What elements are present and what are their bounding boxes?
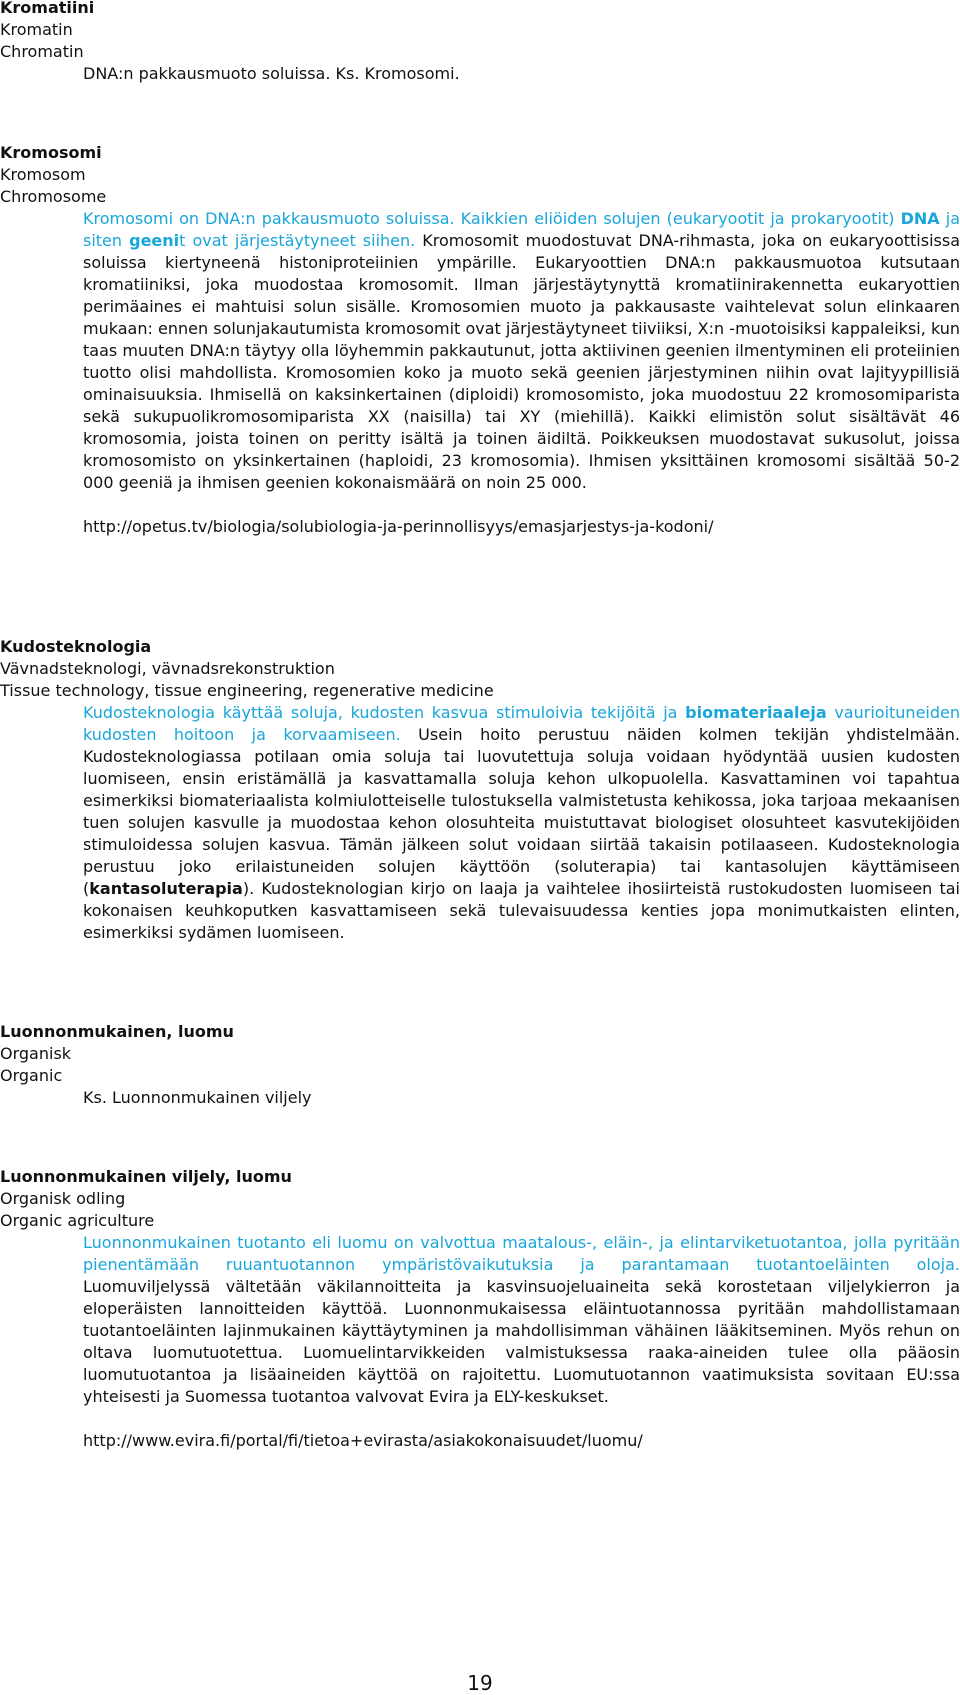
- entry-heading: Luonnonmukainen viljely, luomu: [0, 1167, 292, 1186]
- entry-definition: [83, 1232, 960, 1408]
- english-term: Tissue technology, tissue engineering, regenerative medicine: [0, 681, 494, 700]
- entry-heading: Luonnonmukainen, luomu: [0, 1022, 234, 1041]
- english-term: Organic agriculture: [0, 1211, 155, 1230]
- linked-term-geeni[interactable]: geeni: [129, 231, 180, 250]
- definition-text: Usein hoito perustuu näiden kolmen tekijän yhdistelmään. Kudosteknologiassa potilaan omia soluja tai luovutettuja soluja voidaan hyödyntää uusien kudosten luomiseen, ensin eristämällä ja kasvattamalla soluja kehon ulkopuolella. Kasvattaminen voi tapahtua esimerkiksi biomateriaalista kolmiulotteiselle tulostuksella valmistetusta kehikossa, joka tarjoaa mekaanisen tuen solujen kasvulle ja muodostaa kehon olosuhteita muistuttavat biologiset olosuhteet kasvutekijöiden stimuloidessa solujen kasvua. Tämän jälkeen solut voidaan siirtää takaisin potilaaseen. Kudosteknologia perustuu joko erilaistuneiden solujen käyttöön (soluterapia) tai kantasolujen käyttämiseen (: [83, 725, 960, 898]
- entry-heading: Kromosomi: [0, 143, 102, 162]
- glossary-entry-kromosomi: [0, 142, 960, 538]
- reference-link[interactable]: http://www.evira.fi/portal/fi/tietoa+evirasta/asiakokonaisuudet/luomu/: [83, 1431, 643, 1450]
- highlighted-definition: Kudosteknologia käyttää soluja, kudosten kasvua stimuloivia tekijöitä ja: [83, 703, 686, 722]
- reference-link[interactable]: http://opetus.tv/biologia/solubiologia-ja-perinnollisyys/emasjarjestys-ja-kodoni/: [83, 517, 714, 536]
- highlighted-definition: t ovat järjestäytyneet siihen.: [179, 231, 416, 250]
- page-number: 19: [467, 1671, 493, 1695]
- highlighted-definition: Kromosomi on DNA:n pakkausmuoto soluissa. Kaikkien eliöiden solujen (eukaryootit ja prokaryootit): [83, 209, 901, 228]
- entry-definition: [83, 208, 960, 494]
- swedish-term: Organisk: [0, 1044, 72, 1063]
- english-term: Organic: [0, 1066, 63, 1085]
- entry-heading: Kromatiini: [0, 0, 95, 17]
- glossary-entry-kromatiini: [0, 0, 960, 85]
- linked-term-biomateriaaleja[interactable]: biomateriaaleja: [685, 703, 827, 722]
- definition-text: ). Kudosteknologian kirjo on laaja ja vaihtelee ihosiirteistä rustokudosten luomiseen tai kokonaisen keuhkoputken kasvattamiseen sekä tulevaisuudessa kenties jopa monimutkaisten elinten, esimerkiksi sydämen luomiseen.: [83, 879, 960, 942]
- swedish-term: Organisk odling: [0, 1189, 126, 1208]
- glossary-entry-luonnonmukainen: [0, 1021, 960, 1109]
- glossary-entry-luonnonmukainen-viljely: [0, 1166, 960, 1452]
- highlighted-definition: Luonnonmukainen tuotanto eli luomu on valvottua maatalous-, eläin-, ja elintarviketuotantoa, jolla pyritään pienentämään ruuantuotannon ympäristövaikutuksia ja parantamaan tuotantoeläinten oloja.: [83, 1233, 960, 1274]
- glossary-entry-kudosteknologia: [0, 636, 960, 960]
- swedish-term: Kromosom: [0, 165, 86, 184]
- linked-term-dna[interactable]: DNA: [900, 209, 940, 228]
- definition-text: Kromosomit muodostuvat DNA-rihmasta, joka on eukaryoottisissa soluissa kiertyneenä histoniproteiinien ympärille. Eukaryoottien DNA:n pakkausmuotoa kutsutaan kromatiiniksi, joka muodostaa kromosomit. Ilman järjestäytynyttä kromatiinirakennetta eukaryottien perimäaines ei mahtuisi solun sisälle. Kromosomien muoto ja pakkausaste vaihtelevat solun elinkaaren mukaan: ennen solunjakautumista kromosomit ovat järjestäytyneet tiiviiksi, X:n -muotoisiksi kappaleiksi, kun taas muuten DNA:n täytyy olla löyhemmin pakkautunut, jotta aktiivinen geenien ilmentyminen eli proteiinien tuotto olisi mahdollista. Kromosomien koko ja muoto sekä geenien järjestyminen niihin ovat lajityypillisiä ominaisuuksia. Ihmisellä on kaksinkertainen (diploidi) kromosomisto, joka muodostuu 22 kromosomiparista sekä sukupuolikromosomiparista XX (naisilla) tai XY (miehillä). Kaikki elimistön solut sisältävät 46 kromosomia, joista toinen on peritty isältä ja toinen äidiltä. Poikkeuksen muodostavat sukusolut, joissa kromosomisto on yksinkertainen (haploidi, 23 kromosomia). Ihmisen yksittäinen kromosomi sisältää 50-2 000 geeniä ja ihmisen geenien kokonaismäärä on noin 25 000.: [83, 231, 960, 492]
- bold-term-kantasoluterapia: kantasoluterapia: [89, 879, 243, 898]
- entry-definition: DNA:n pakkausmuoto soluissa. Ks. Kromosomi.: [83, 64, 460, 83]
- highlighted-definition: vaurioituneiden kudosten hoitoon ja korvaamiseen.: [83, 703, 960, 744]
- english-term: Chromosome: [0, 187, 107, 206]
- definition-text: Luomuviljelyssä vältetään väkilannoitteita ja kasvinsuojeluaineita sekä korostetaan viljelykierron ja eloperäisten lannoitteiden käyttöä. Luonnonmukaisessa eläintuotannossa pyritään mahdollistamaan tuotantoeläinten lajinmukainen käyttäytyminen ja mahdollisimman vähäinen lääkitseminen. Myös rehun on oltava luomutuotettua. Luomuelintarvikkeiden valmistuksessa raaka-aineiden tulee olla pääosin luomutuotantoa ja lisäaineiden käyttöä on rajoitettu. Luomutuotannon vaatimuksista sovitaan EU:ssa yhteisesti ja Suomessa tuotantoa valvovat Evira ja ELY-keskukset.: [83, 1277, 960, 1406]
- english-term: Chromatin: [0, 42, 84, 61]
- swedish-term: Kromatin: [0, 20, 73, 39]
- swedish-term: Vävnadsteknologi, vävnadsrekonstruktion: [0, 659, 335, 678]
- entry-definition: Ks. Luonnonmukainen viljely: [83, 1088, 312, 1107]
- entry-definition: [83, 702, 960, 944]
- highlighted-definition: ja siten: [83, 209, 960, 250]
- entry-heading: Kudosteknologia: [0, 637, 152, 656]
